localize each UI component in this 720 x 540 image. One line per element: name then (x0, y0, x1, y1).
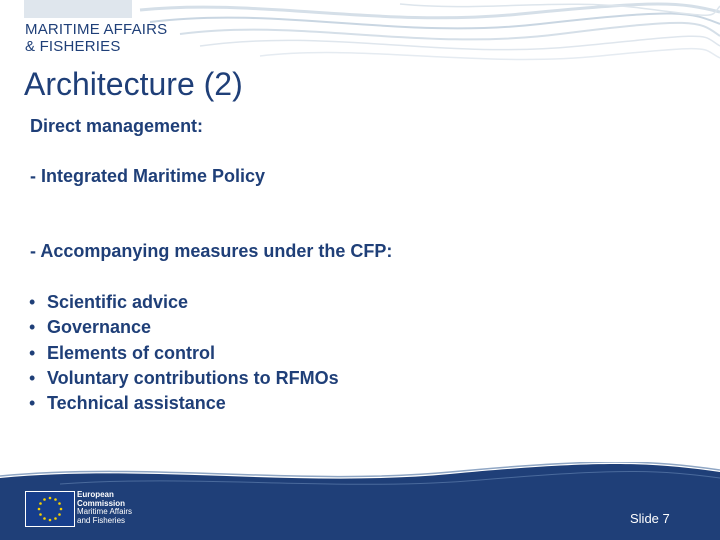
logo-line-3: Maritime Affairs (77, 507, 132, 516)
logo-line-4: and Fisheries (77, 515, 126, 525)
point-accompanying-measures: - Accompanying measures under the CFP: (30, 241, 393, 261)
bullet-list (30, 290, 339, 416)
bullet-icon: • (29, 393, 36, 414)
bullet-item (30, 341, 339, 366)
bullet-text: Voluntary contributions to RFMOs (47, 367, 339, 388)
department-line-2: & FISHERIES (25, 38, 121, 55)
logo-line-2: Commission (77, 498, 126, 508)
bullet-item (30, 290, 339, 315)
bullet-icon: • (29, 342, 36, 363)
point-integrated-maritime-policy: - Integrated Maritime Policy (30, 166, 266, 186)
slide-number: Slide 7 (630, 511, 670, 526)
bullet-icon: • (29, 367, 36, 388)
bullet-text: Elements of control (47, 342, 216, 363)
department-line-1: MARITIME AFFAIRS (25, 21, 168, 38)
header-tab (24, 0, 132, 18)
intro-text: Direct management: (30, 116, 204, 136)
logo-line-1: European (77, 490, 114, 499)
bullet-item (30, 391, 339, 416)
bullet-icon: • (29, 317, 36, 338)
european-commission-logo (25, 491, 135, 527)
logo-text (77, 491, 132, 525)
bullet-icon: • (29, 292, 36, 312)
eu-flag-icon (25, 491, 75, 527)
bullet-item (30, 366, 339, 391)
bullet-text: Scientific advice (47, 292, 189, 312)
department-name (25, 21, 167, 55)
bullet-text: Governance (47, 317, 152, 338)
slide-title: Architecture (2) (24, 66, 243, 102)
bullet-text: Technical assistance (47, 393, 226, 414)
bullet-item (30, 315, 339, 340)
